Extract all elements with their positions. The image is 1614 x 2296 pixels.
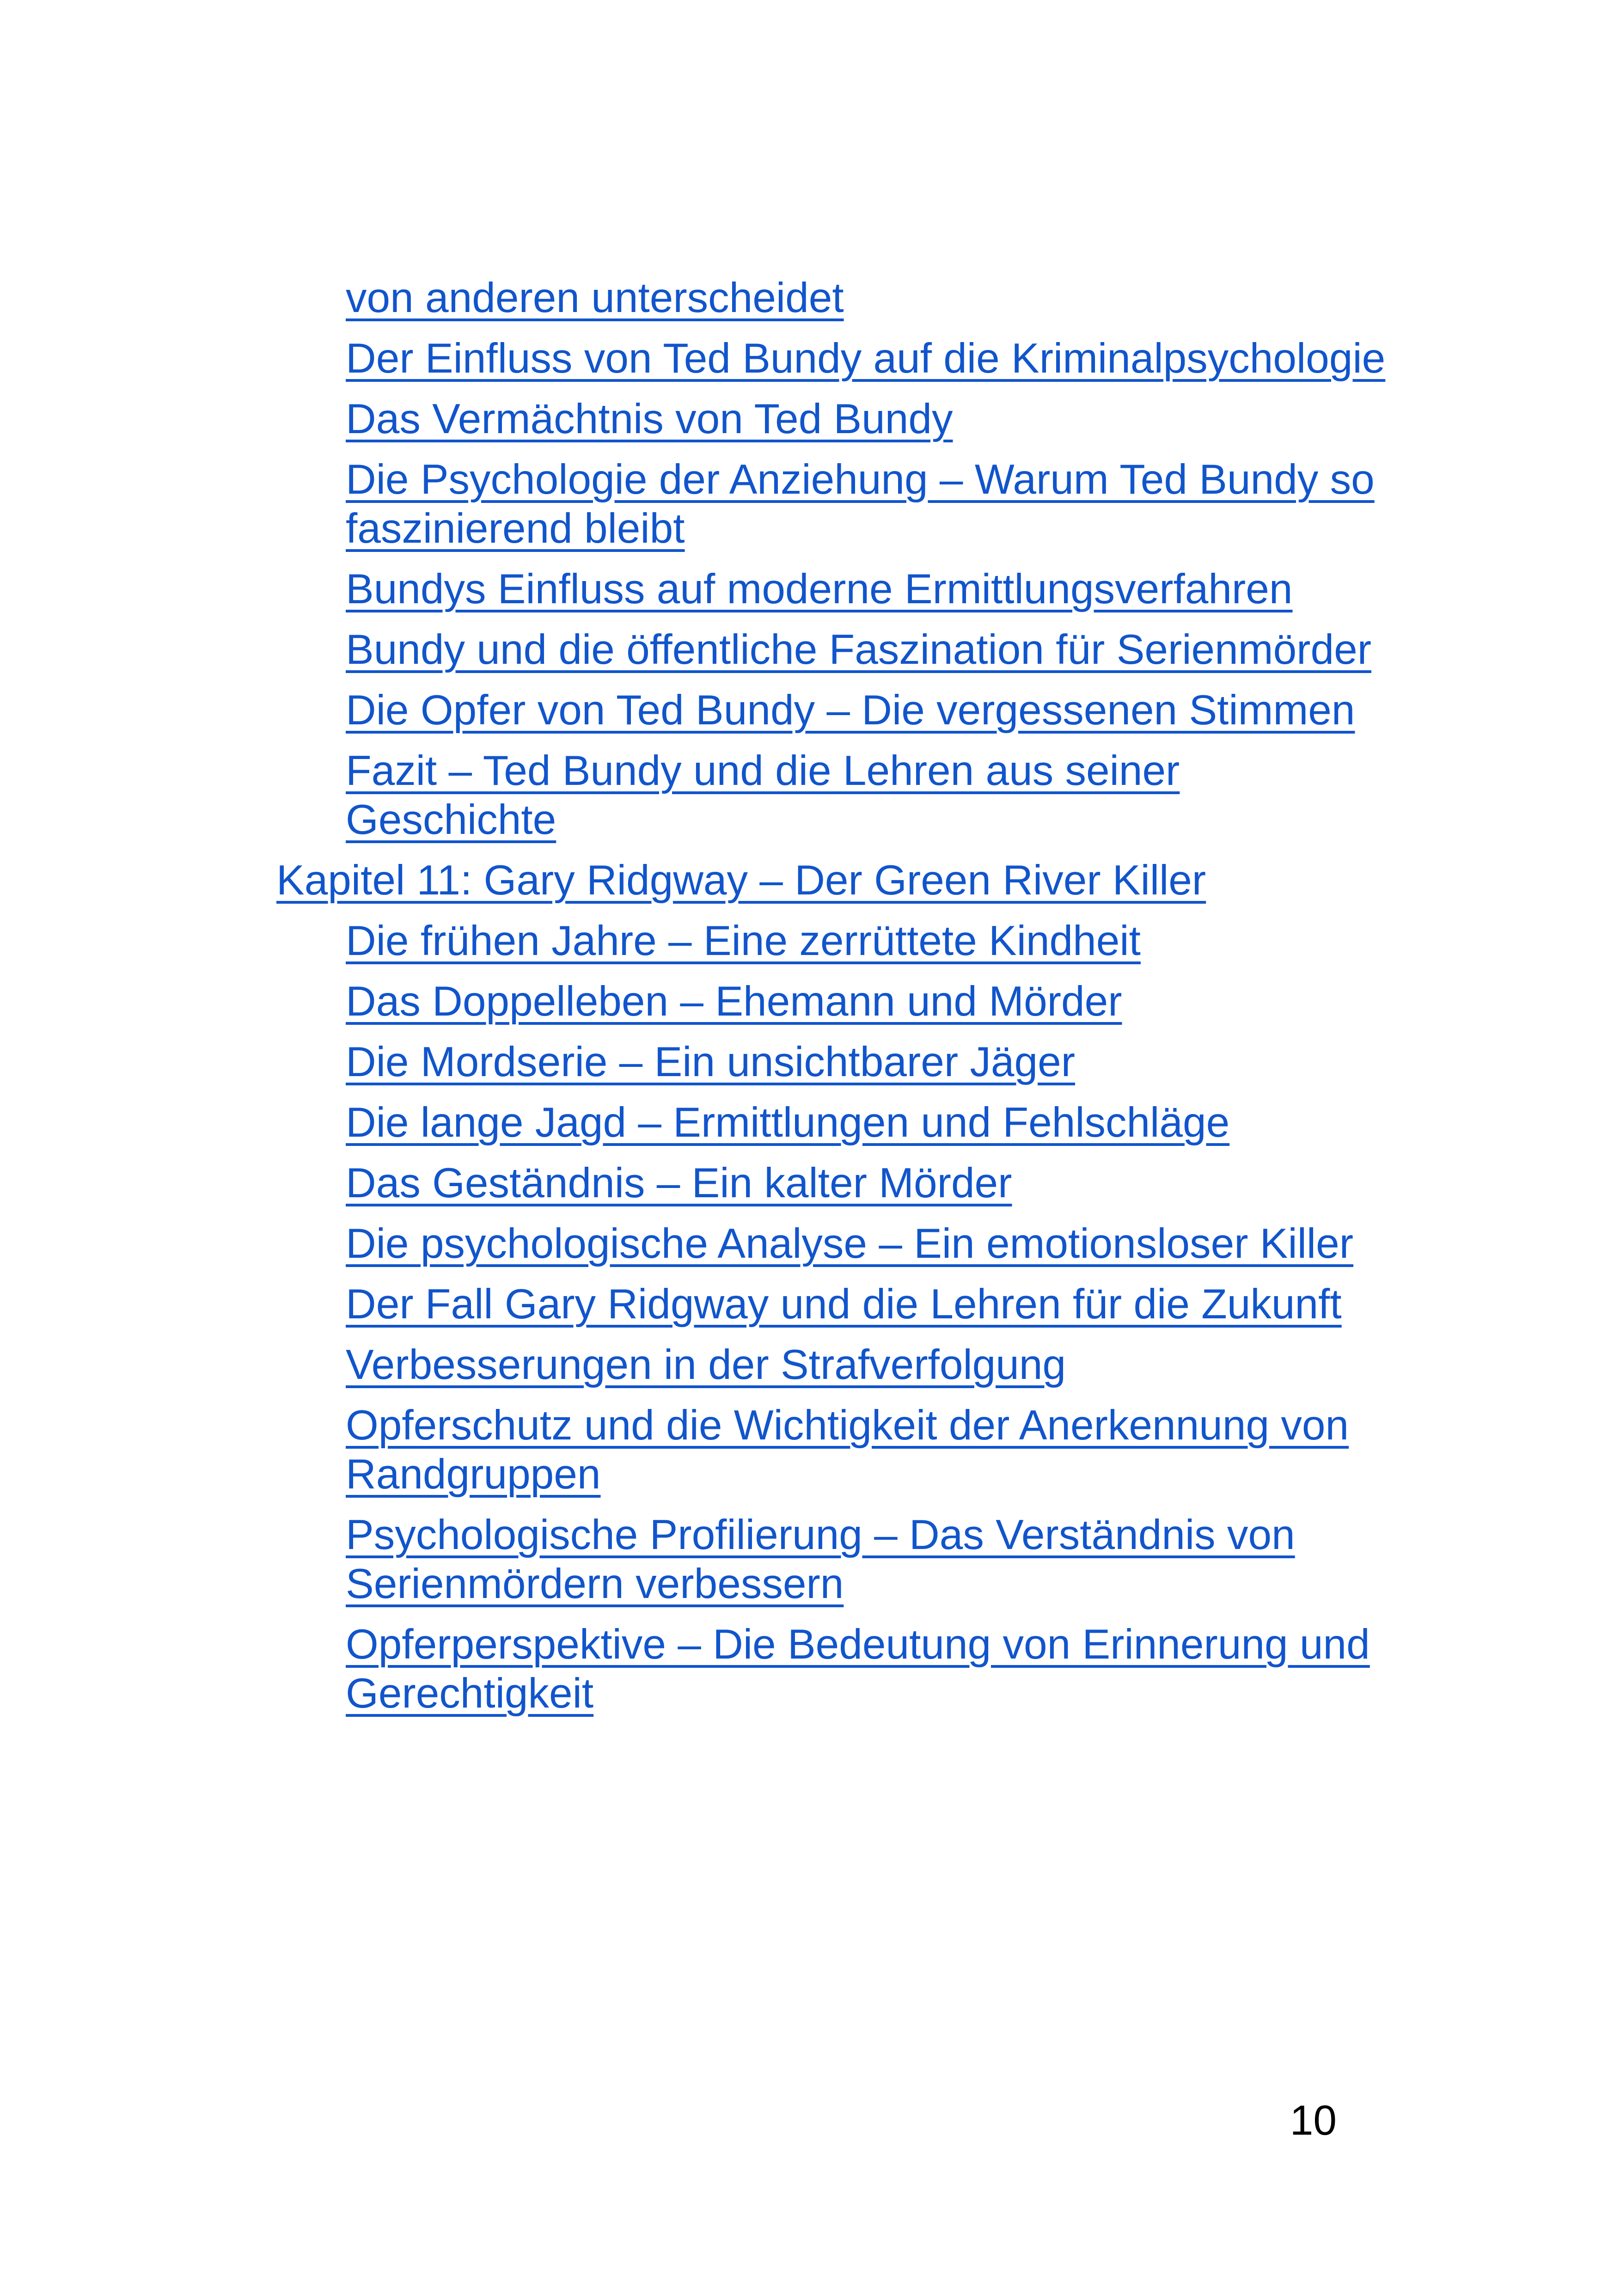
toc-link-fruehe-jahre[interactable]: Die frühen Jahre – Eine zerrüttete Kindheit xyxy=(346,918,1141,964)
page-number: 10 xyxy=(1290,2097,1337,2144)
toc-link-opferschutz[interactable]: Opferschutz und die Wichtigkeit der Anerkennung von Randgruppen xyxy=(346,1402,1349,1498)
toc-link-kapitel-11[interactable]: Kapitel 11: Gary Ridgway – Der Green River Killer xyxy=(276,857,1206,904)
toc-link-opferperspektive[interactable]: Opferperspektive – Die Bedeutung von Erinnerung und Gerechtigkeit xyxy=(346,1621,1370,1717)
toc-link-psychologische-profilierung[interactable]: Psychologische Profilierung – Das Verständnis von Serienmördern verbessern xyxy=(346,1512,1295,1607)
toc-link-ermittlungsverfahren[interactable]: Bundys Einfluss auf moderne Ermittlungsverfahren xyxy=(346,566,1293,612)
toc-link-opfer-vergessene-stimmen[interactable]: Die Opfer von Ted Bundy – Die vergessenen Stimmen xyxy=(346,687,1355,734)
toc-link-vermaechtnis[interactable]: Das Vermächtnis von Ted Bundy xyxy=(346,396,953,442)
table-of-contents xyxy=(0,274,1614,1730)
toc-link-fazit[interactable]: Fazit – Ted Bundy und die Lehren aus seiner Geschichte xyxy=(346,747,1180,843)
toc-link-psychologie-anziehung[interactable]: Die Psychologie der Anziehung – Warum Ted Bundy so faszinierend bleibt xyxy=(346,456,1375,552)
toc-link-gestaendnis[interactable]: Das Geständnis – Ein kalter Mörder xyxy=(346,1160,1012,1206)
toc-link-fall-gary-ridgway[interactable]: Der Fall Gary Ridgway und die Lehren für die Zukunft xyxy=(346,1281,1342,1328)
toc-link-von-anderen-unterscheidet[interactable]: von anderen unterscheidet xyxy=(346,275,844,321)
toc-link-mordserie[interactable]: Die Mordserie – Ein unsichtbarer Jäger xyxy=(346,1039,1076,1085)
toc-link-psychologische-analyse[interactable]: Die psychologische Analyse – Ein emotionsloser Killer xyxy=(346,1220,1354,1267)
toc-link-einfluss-kriminalpsychologie[interactable]: Der Einfluss von Ted Bundy auf die Kriminalpsychologie xyxy=(346,335,1386,382)
toc-link-oeffentliche-faszination[interactable]: Bundy und die öffentliche Faszination für Serienmörder xyxy=(346,626,1372,673)
toc-link-lange-jagd[interactable]: Die lange Jagd – Ermittlungen und Fehlschläge xyxy=(346,1099,1230,1146)
toc-link-doppelleben[interactable]: Das Doppelleben – Ehemann und Mörder xyxy=(346,978,1122,1025)
toc-link-strafverfolgung[interactable]: Verbesserungen in der Strafverfolgung xyxy=(346,1341,1066,1388)
